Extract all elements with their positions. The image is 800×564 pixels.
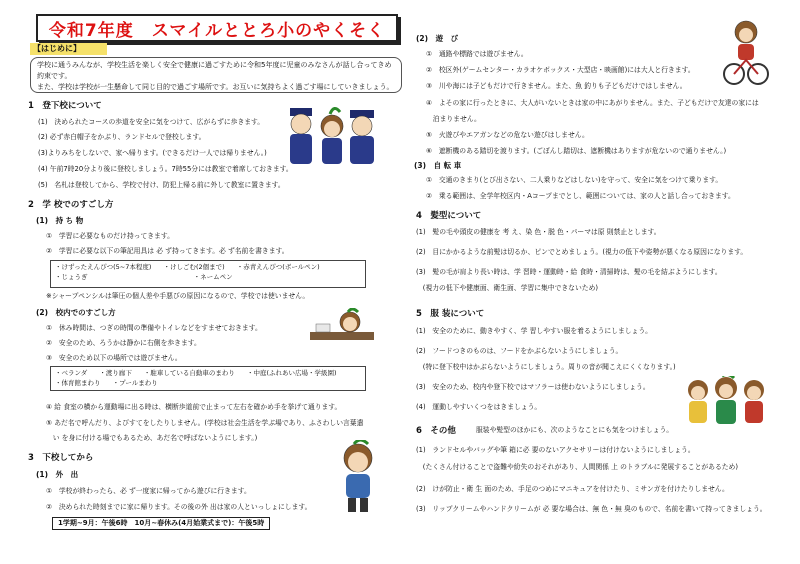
s2-sub-heading: (1) 持 ち 物 — [36, 216, 84, 225]
s5-item: (4) 運動しやすいくつをはきましょう。 — [416, 403, 542, 411]
s1-item: (2) 必ず赤白帽子をかぶり、ランドセルで登校します。 — [38, 133, 206, 141]
s6-item: (1) ランドセルやバッグや筆 箱に必 要のないアクセサリーは付けないようにしましょう。 — [416, 446, 695, 454]
character-group-illustration — [684, 376, 768, 436]
r2-item: ⑤ 火遊びやエアガンなどの危ない遊びはしません。 — [426, 131, 589, 139]
s1-item: (5) 名札は登校してから、学校で付け、防犯上帰る前に外して教室に置きます。 — [38, 181, 285, 189]
s5-item: (3) 安全のため、校内や登下校ではマフラーは使わないようにしましょう。 — [416, 383, 650, 391]
s1-item: (3)よりみちをしないで、家へ帰ります。(できるだけ一人では帰りません。) — [38, 149, 267, 157]
intro-line: 学校に通うみんなが、学校生活を楽しく安全で健康に過ごすために令和5年度に児童のみなさんが話し合ってきめ約束です。 — [37, 61, 392, 80]
section-6-heading: 6 その他 — [416, 426, 456, 436]
s5-item: (1) 安全のために、動きやすく、学 習しやすい服を着るようにしましょう。 — [416, 327, 652, 335]
s2-note: ※シャープペンシルは筆圧の個人差や手悪びの原因になるので、学校では使いません。 — [46, 292, 310, 300]
section-3-heading: 3 下校してから — [28, 453, 94, 463]
s6-item: (たくさん付けることで盗難や紛失のおそれがあり、人間関係 上 のトラブルに発展することがあるため) — [416, 463, 739, 471]
desk-character-illustration — [308, 308, 376, 348]
place-item: ・ベランダ — [55, 369, 88, 377]
r3-item: ① 交通のきまり(とび出さない、二人乗りなどはしない)を守って、安全に気をつけて乗ります。 — [426, 176, 723, 184]
s2-sub-heading: (2) 校内でのすごし方 — [36, 308, 116, 317]
r3-item: ② 乗る範囲は、全学年校区内・Aコープまでとし、範囲については、家の人と話し合っておきます。 — [426, 192, 735, 200]
s4-item: (3) 髪の毛が肩より長い時は、学 習時・運動時・給 食時・清掃時は、髪の毛を結ぶようにします。 — [416, 268, 722, 276]
r2-sub-heading: (2) 遊 び — [416, 34, 459, 43]
stationery-item: ・赤青えんぴつ(ボールペン) — [236, 263, 320, 271]
s4-item: (1) 髪の毛や頭皮の健康を 考 え、染 色・脱 色・パーマは原 則禁止とします。 — [416, 228, 661, 236]
place-item: ・プールまわり — [112, 379, 158, 387]
s3-sub-heading: (1) 外 出 — [36, 470, 79, 479]
s2-item: い を身に付ける場でもあるため、あだ名で呼ばないようにします。) — [46, 434, 258, 442]
place-item: ・駐車している自動車のまわり — [143, 369, 235, 377]
s2-item: ② 安全のため、ろうかは静かに右側を歩きます。 — [46, 339, 201, 347]
s3-item: ① 学校が終わったら、必 ず一度家に帰ってから遊びに行きます。 — [46, 487, 251, 495]
section-5-heading: 5 服 装について — [416, 309, 485, 319]
s6-lead: 服装や髪型のほかにも、次のようなことにも気をつけましょう。 — [476, 426, 674, 434]
police-officer-figure — [290, 108, 312, 164]
places-box — [50, 366, 366, 391]
s1-item: (4) 午前7時20分より後に登校しましょう。7時55分には教室で着席しておきます。 — [38, 165, 293, 173]
stationery-item: ・じょうぎ — [55, 273, 88, 281]
s4-item: (視力の低下や健康面、衛生面、学習に集中できないため) — [416, 284, 599, 292]
s2-item: ① 学習に必要なものだけ持ってきます。 — [46, 232, 174, 240]
s6-item: (3) リップクリームやハンドクリームが 必 要な場合は、無 色・無 臭のもので、名前を書いて持ってきましょう。 — [416, 505, 767, 513]
intro-line: また、学校は学校が一生懸命して同じ目的で過ごす場所です。お互いに気持ちよく過ごす場にしていきましょう。 — [37, 83, 394, 91]
character-figure — [688, 380, 708, 423]
s2-item: ① 休み時間は、つぎの時間の準備やトイレなどをすませておきます。 — [46, 324, 262, 332]
s5-item: (2) フードつきのものは、フードをかぶらないようにしましょう。 — [416, 347, 623, 355]
r2-item: ③ 川や海には子どもだけで行きません。また、魚 釣りも子どもだけではしません。 — [426, 82, 687, 90]
page-title: 令和7年度 スマイルととろ小のやくそく — [36, 14, 398, 42]
section-4-heading: 4 髪型について — [416, 211, 482, 221]
intro-label: 【はじめに】 — [30, 43, 107, 55]
section-2-heading: 2 学 校でのすごし方 — [28, 200, 114, 210]
character-figure — [744, 380, 764, 423]
walking-character-illustration — [330, 440, 386, 518]
return-times-box: 1学期~9月：午後6時 10月~春休み(4月始業式まで)：午後5時 — [52, 517, 270, 530]
s2-item: ② 学習に必要な以下の筆記用具は 必 ず持ってきます。必 ず名前を書きます。 — [46, 247, 289, 255]
place-item: ・体育館まわり — [55, 379, 101, 387]
r2-item: ④ よその家に行ったときに、大人がいないときは家の中にあがりません。また、子どもだけで友達の家には — [426, 99, 759, 107]
police-officer-figure — [350, 110, 374, 164]
stationery-item: ・けずったえんぴつ(5~7本程度) — [55, 263, 152, 271]
r2-item: ① 通路や標路では遊びません。 — [426, 50, 528, 58]
s2-item: ④ 給 食室の横から運動場に出る時は、横断歩道前で止まって左右を確かめ手を挙げて通ります。 — [46, 403, 342, 411]
stationery-item: ・ネームペン — [193, 273, 233, 281]
s6-item: (2) けが防止・衛 生 面のため、手足のつめにマニキュアを付けたり、ミサンガを付けたりしません。 — [416, 485, 729, 493]
place-item: ・渡り廊下 — [99, 369, 132, 377]
s1-item: (1) 決められたコースの歩道を安全に気をつけて、広がらずに歩きます。 — [38, 118, 265, 126]
s3-item: ② 決められた時刻までに家に帰ります。その後の外 出は家の人といっしょにします。 — [46, 503, 312, 511]
child-figure — [321, 108, 343, 164]
r3-sub-heading: (3) 自 転 車 — [414, 161, 462, 170]
r2-item: ⑥ 遮断機のある踏切を渡ります。(ごぼんし踏切は、遮断機はありますが危ないので通りません。) — [426, 147, 727, 155]
police-illustration — [286, 100, 382, 170]
place-item: ・中庭(ふれあい広場・学級園) — [246, 369, 337, 377]
stationery-box — [50, 260, 366, 288]
section-1-heading: 1 登下校について — [28, 101, 102, 111]
s5-item: (特に登下校中はかぶらないようにしましょう。周りの音が聞こえにくくなります。) — [416, 363, 676, 371]
s4-item: (2) 目にかかるような前髪は切るか、ピンでとめましょう。(視力の低下や姿勢が悪くなる原因になります。 — [416, 248, 748, 256]
s2-item: ③ 安全のため以下の場所では遊びません。 — [46, 354, 182, 362]
character-figure — [715, 376, 737, 424]
r2-item: 泊まりません。 — [426, 115, 481, 123]
stationery-item: ・けしごむ(2個まで) — [163, 263, 225, 271]
s2-item: ⑤ あだ名で呼んだり、よびすてをしたりしません。(学校は社会生活を学ぶ場であり、ふさわしい言葉遣 — [46, 419, 364, 427]
bicycle-character-illustration — [722, 18, 770, 88]
intro-box — [30, 57, 402, 93]
r2-item: ② 校区外(ゲームセンター・カラオケボックス・大型店・映画館)には大人と行きます。 — [426, 66, 695, 74]
